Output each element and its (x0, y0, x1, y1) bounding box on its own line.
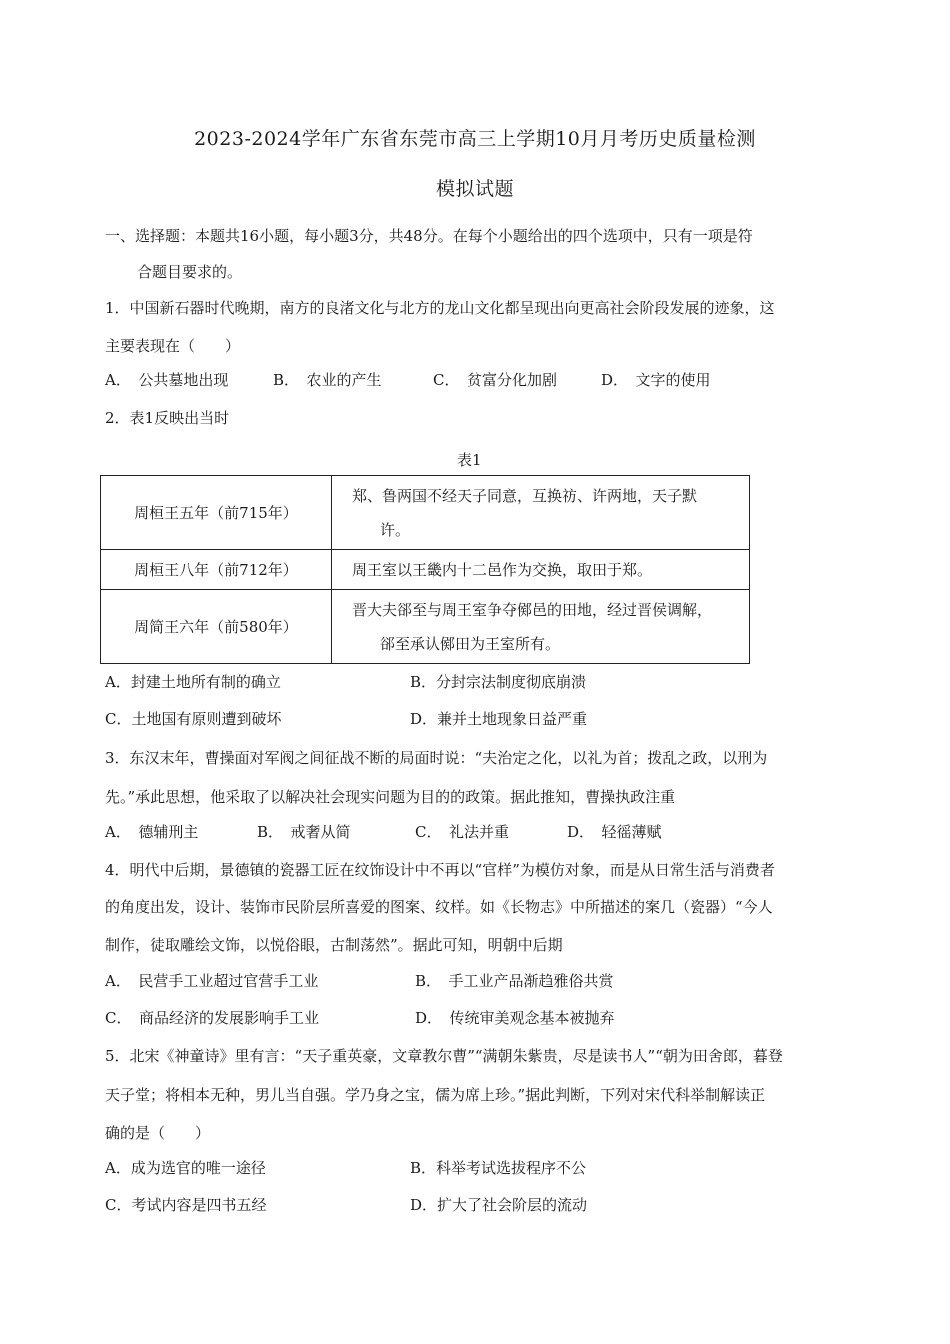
question-3-stem: 3．东汉末年，曹操面对军阀之间征战不断的局面时说：“夫治定之化，以礼为首；拨乱之政，以刑为 (105, 749, 768, 767)
question-1-option-b[interactable]: B． 农业的产生 (273, 371, 382, 389)
question-4-option-c[interactable]: C． 商品经济的发展影响手工业 (105, 1009, 319, 1027)
question-4-stem: 4．明代中后期，景德镇的瓷器工匠在纹饰设计中不再以“官样”为模仿对象，而是从日常生活与消费者 (105, 861, 775, 879)
question-3-option-b[interactable]: B． 戒奢从简 (257, 823, 351, 841)
history-table (100, 475, 750, 664)
question-4-option-d[interactable]: D． 传统审美观念基本被抛弃 (415, 1009, 615, 1027)
table-row (101, 476, 750, 550)
question-2-option-a[interactable]: A．封建土地所有制的确立 (105, 673, 281, 691)
exam-title: 2023-2024学年广东省东莞市高三上学期10月月考历史质量检测 (194, 128, 756, 150)
question-4-option-a[interactable]: A． 民营手工业超过官营手工业 (105, 972, 319, 990)
table-cell-event (332, 476, 750, 550)
table-cell-event-line: 许。 (380, 520, 411, 539)
question-3-option-d[interactable]: D． 轻徭薄赋 (567, 823, 662, 841)
question-5-stem-cont2: 确的是（ ） (105, 1124, 211, 1142)
question-2-option-d[interactable]: D．兼并土地现象日益严重 (410, 710, 588, 728)
question-4-options-row1 (105, 971, 614, 991)
question-5-stem: 5．北宋《神童诗》里有言：“天子重英豪，文章教尔曹”“满朝朱紫贵，尽是读书人”“朝为田舍郎，暮登 (105, 1047, 783, 1065)
section-instruction: 一、选择题：本题共16小题，每小题3分，共48分。在每个小题给出的四个选项中，只有一项是符 (105, 227, 753, 245)
question-1-stem-cont: 主要表现在（ ） (105, 337, 241, 355)
table-cell-time: 周桓王五年（前715年） (101, 476, 332, 550)
question-4-option-b[interactable]: B． 手工业产品渐趋雅俗共赏 (415, 972, 614, 990)
question-2-options-row1 (105, 672, 586, 692)
table-cell-event-line: 郑、鲁两国不经天子同意，互换祊、许两地，天子默 (352, 486, 698, 505)
table-cell-time: 周简王六年（前580年） (101, 590, 332, 664)
question-1-option-c[interactable]: C． 贫富分化加剧 (433, 371, 557, 389)
question-4-stem-cont: 的角度出发，设计、装饰市民阶层所喜爱的图案、纹样。如《长物志》中所描述的案几（瓷器）“今人 (105, 898, 773, 916)
table-cell-event (332, 590, 750, 664)
question-5-option-c[interactable]: C．考试内容是四书五经 (105, 1196, 267, 1214)
table-caption: 表1 (457, 451, 482, 469)
question-5-option-b[interactable]: B．科举考试选拔程序不公 (410, 1159, 587, 1177)
section-instruction-cont: 合题目要求的。 (137, 263, 243, 281)
question-1-stem: 1．中国新石器时代晚期，南方的良渚文化与北方的龙山文化都呈现出向更高社会阶段发展的迹象，这 (105, 299, 775, 317)
question-2-option-c[interactable]: C．土地国有原则遭到破坏 (105, 710, 282, 728)
table-cell-event-line: 晋大夫郤至与周王室争夺鄇邑的田地，经过晋侯调解， (352, 600, 713, 619)
question-5-option-d[interactable]: D．扩大了社会阶层的流动 (410, 1196, 588, 1214)
question-1-option-a[interactable]: A． 公共墓地出现 (105, 371, 229, 389)
question-2-option-b[interactable]: B．分封宗法制度彻底崩溃 (410, 673, 587, 691)
question-1-option-d[interactable]: D． 文字的使用 (601, 371, 711, 389)
question-3-stem-cont: 先。”承此思想，他采取了以解决社会现实问题为目的的政策。据此推知，曹操执政注重 (105, 788, 676, 806)
question-2-stem: 2．表1反映出当时 (105, 409, 230, 427)
question-5-stem-cont: 天子堂；将相本无种，男儿当自强。学乃身之宝，儒为席上珍。”据此判断，下列对宋代科举制解读正 (105, 1086, 766, 1104)
question-1-options (105, 370, 711, 390)
table-cell-event (332, 550, 750, 590)
question-5-option-a[interactable]: A．成为选官的唯一途径 (105, 1159, 266, 1177)
question-4-options-row2 (105, 1008, 615, 1028)
exam-subtitle: 模拟试题 (435, 178, 514, 200)
question-3-options (105, 822, 662, 842)
question-4-stem-cont2: 制作，徒取雕绘文饰，以悦俗眼，古制荡然”。据此可知，明朝中后期 (105, 936, 563, 954)
table-cell-time: 周桓王八年（前712年） (101, 550, 332, 590)
question-3-option-c[interactable]: C． 礼法并重 (415, 823, 509, 841)
table-row (101, 550, 750, 590)
question-3-option-a[interactable]: A． 德辅刑主 (105, 823, 199, 841)
question-5-options-row1 (105, 1158, 586, 1178)
table-row (101, 590, 750, 664)
question-2-options-row2 (105, 709, 587, 729)
table-cell-event-line: 郤至承认鄇田为王室所有。 (380, 634, 561, 653)
table-cell-event-line: 周王室以王畿内十二邑作为交换，取田于郑。 (352, 560, 653, 579)
question-5-options-row2 (105, 1195, 587, 1215)
